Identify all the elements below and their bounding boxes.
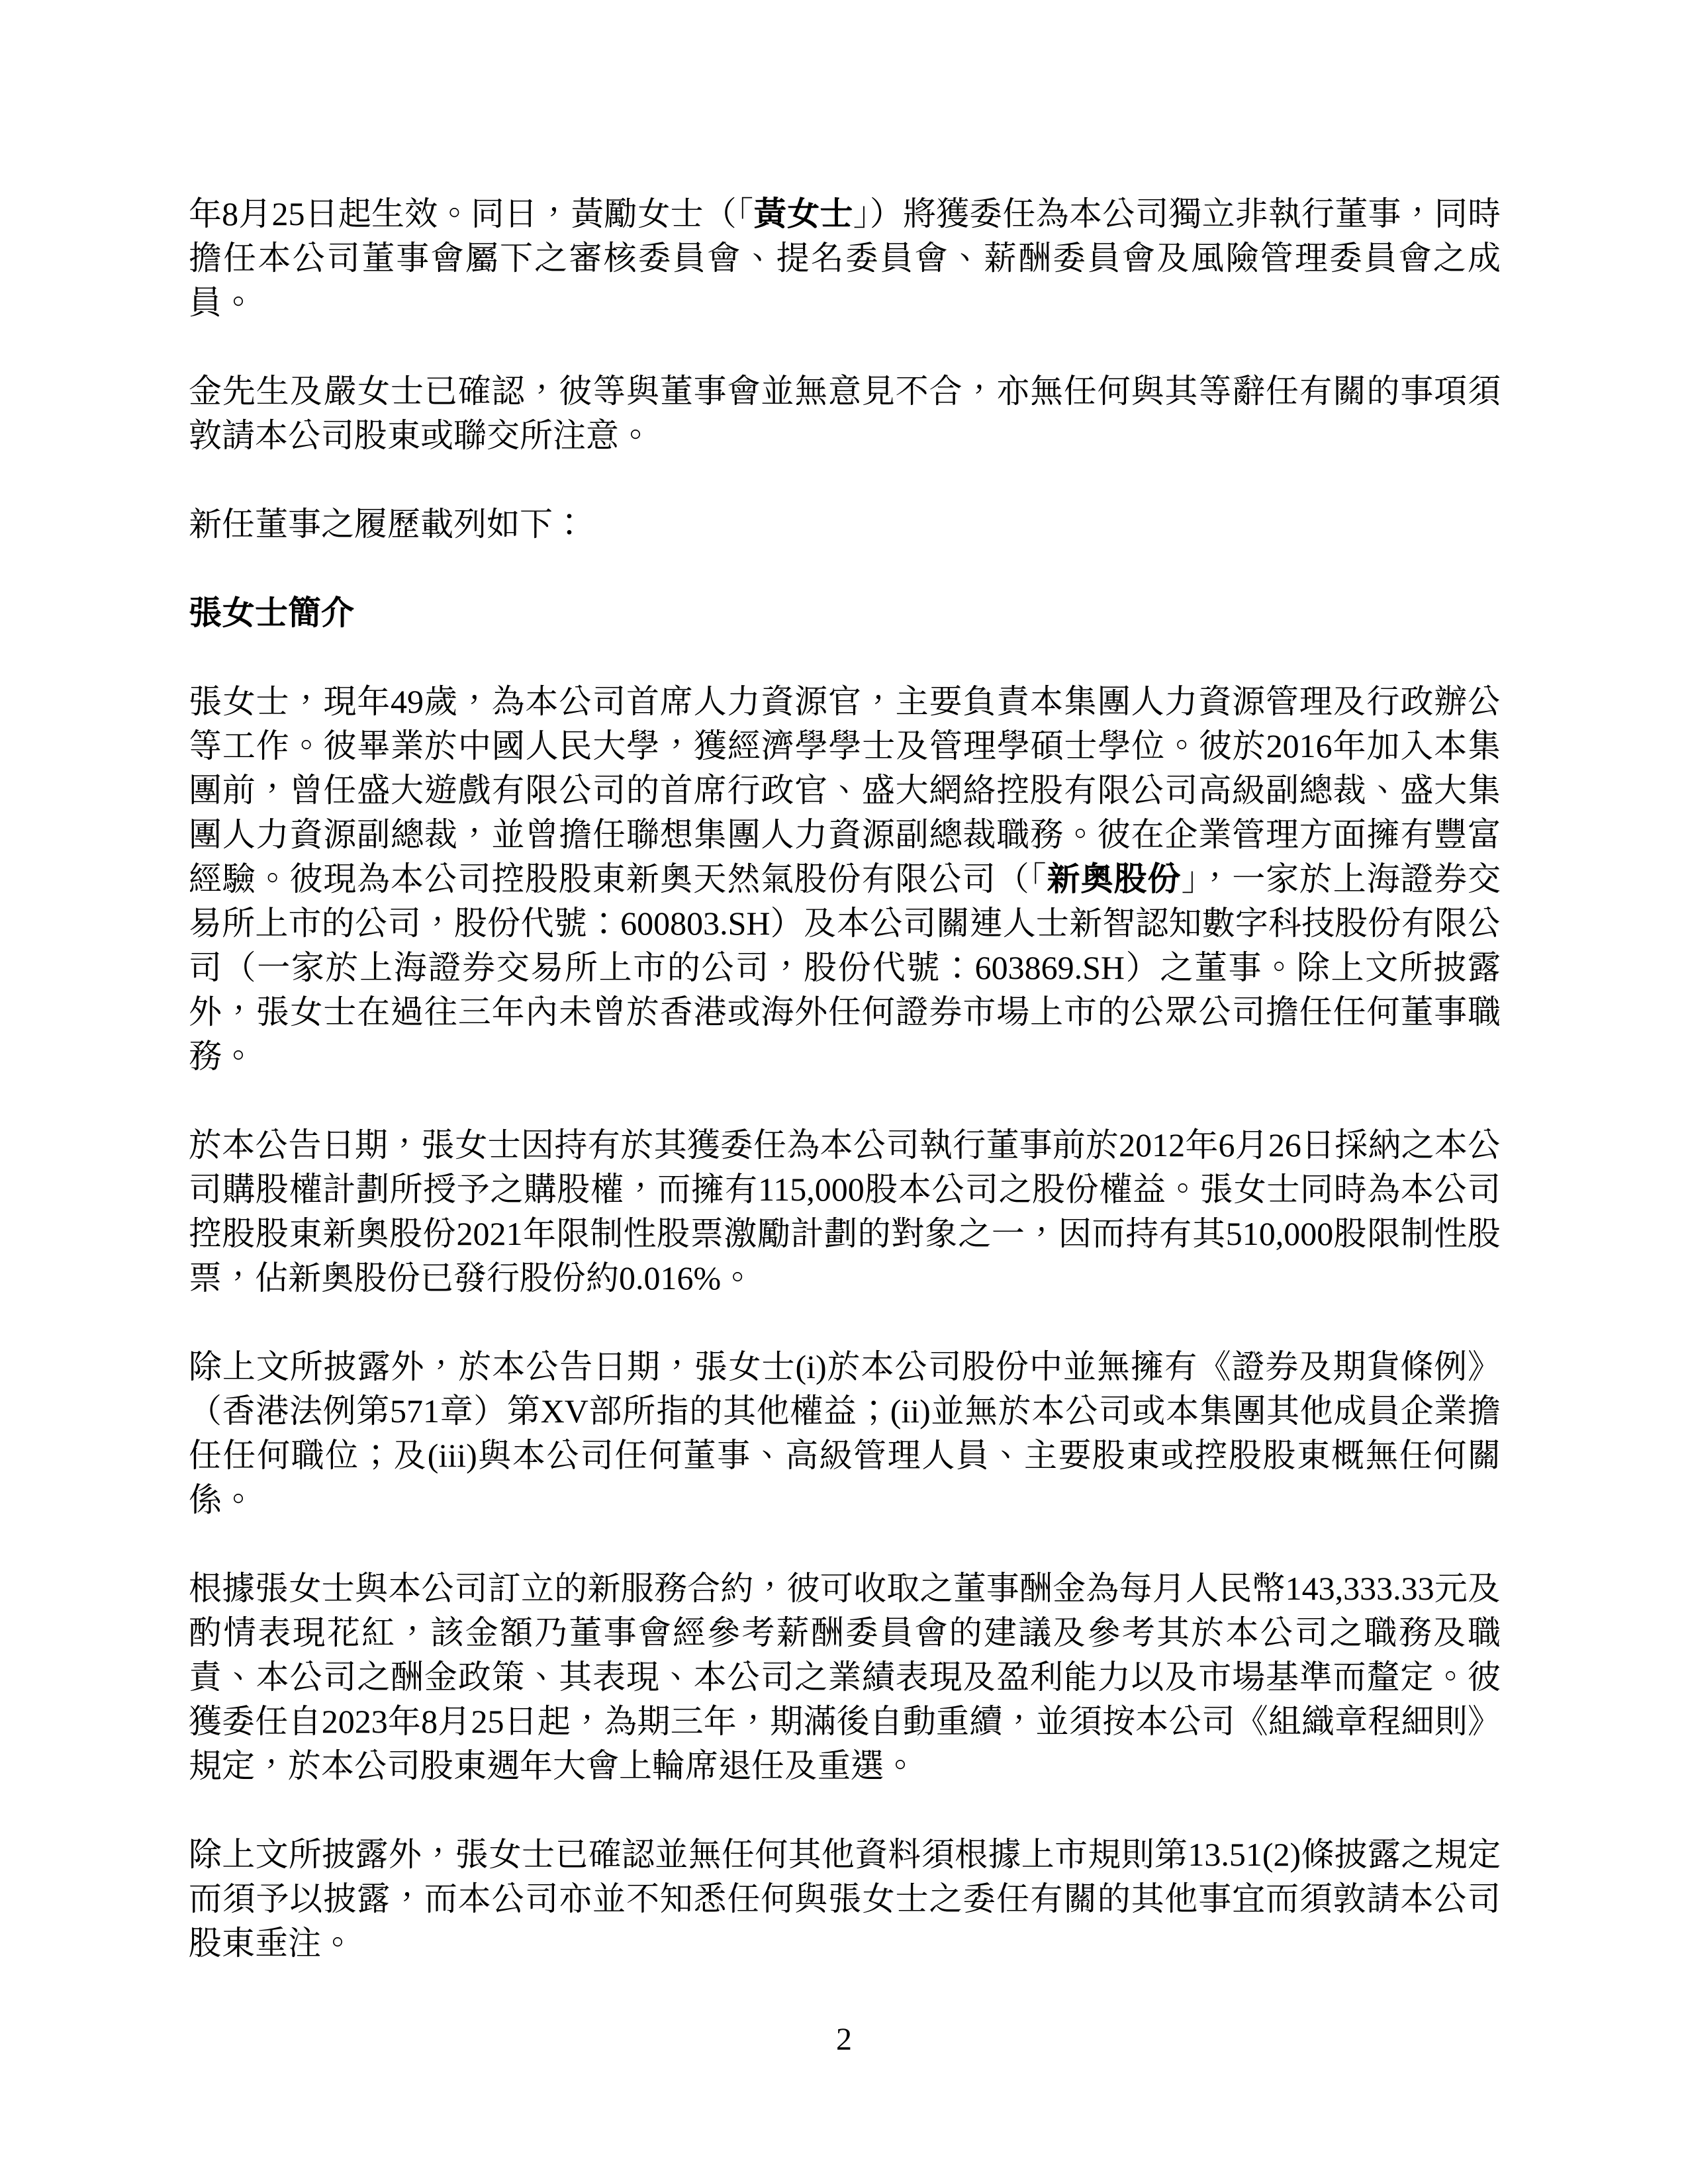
paragraph bbox=[189, 1567, 1501, 1788]
text-run: 金先生及嚴女士已確認，彼等與董事會並無意見不合，亦無任何與其等辭任有關的事項須敦請本公司股東或聯交所注意。 bbox=[189, 373, 1501, 454]
paragraph bbox=[189, 1123, 1501, 1300]
text-run: 年8月25日起生效。同日，黃勵女士（「 bbox=[189, 195, 754, 232]
text-run: 除上文所披露外，於本公告日期，張女士(i)於本公司股份中並無擁有《證券及期貨條例》（香港法例第571章）第XV部所指的其他權益；(ii)並無於本公司或本集團其他成員企業擔任任何職位；及(iii)與本公司任何董事、高級管理人員、主要股東或控股股東概無任何關係。 bbox=[189, 1348, 1501, 1518]
paragraph bbox=[189, 1345, 1501, 1522]
paragraph bbox=[189, 1833, 1501, 1966]
text-run: 」，一家於上海證券交易所上市的公司，股份代號：600803.SH）及本公司關連人士新智認知數字科技股份有限公司（一家於上海證券交易所上市的公司，股份代號：603869.SH）之董事。除上文所披露外，張女士在過往三年內未曾於香港或海外任何證券市場上市的公眾公司擔任任何董事職務。 bbox=[189, 860, 1501, 1075]
document-content bbox=[189, 192, 1501, 2010]
text-run: 除上文所披露外，張女士已確認並無任何其他資料須根據上市規則第13.51(2)條披露之規定而須予以披露，而本公司亦並不知悉任何與張女士之委任有關的其他事宜而須敦請本公司股東垂注。 bbox=[189, 1836, 1501, 1962]
bold-text-run: 黃女士 bbox=[753, 195, 853, 232]
bold-text-run: 張女士簡介 bbox=[189, 594, 354, 631]
section-heading bbox=[189, 591, 1501, 635]
paragraph bbox=[189, 192, 1501, 325]
paragraph bbox=[189, 502, 1501, 547]
text-run: 張女士，現年49歲，為本公司首席人力資源官，主要負責本集團人力資源管理及行政辦公等工作。彼畢業於中國人民大學，獲經濟學學士及管理學碩士學位。彼於2016年加入本集團前，曾任盛大遊戲有限公司的首席行政官、盛大網絡控股有限公司高級副總裁、盛大集團人力資源副總裁，並曾擔任聯想集團人力資源副總裁職務。彼在企業管理方面擁有豐富經驗。彼現為本公司控股股東新奧天然氣股份有限公司（「 bbox=[189, 683, 1501, 897]
page-footer bbox=[0, 2017, 1688, 2062]
paragraph bbox=[189, 369, 1501, 458]
text-run: 根據張女士與本公司訂立的新服務合約，彼可收取之董事酬金為每月人民幣143,333.33元及酌情表現花紅，該金額乃董事會經參考薪酬委員會的建議及參考其於本公司之職務及職責、本公司之酬金政策、其表現、本公司之業績表現及盈利能力以及市場基準而釐定。彼獲委任自2023年8月25日起，為期三年，期滿後自動重續，並須按本公司《組織章程細則》規定，於本公司股東週年大會上輪席退任及重選。 bbox=[189, 1570, 1501, 1784]
page-number: 2 bbox=[836, 2022, 852, 2057]
text-run: 」）將獲委任為本公司獨立非執行董事，同時擔任本公司董事會屬下之審核委員會、提名委員會、薪酬委員會及風險管理委員會之成員。 bbox=[189, 195, 1501, 321]
bold-text-run: 新奧股份 bbox=[1047, 860, 1182, 897]
paragraph bbox=[189, 680, 1501, 1079]
text-run: 新任董事之履歷載列如下： bbox=[189, 506, 586, 543]
text-run: 於本公告日期，張女士因持有於其獲委任為本公司執行董事前於2012年6月26日採納之本公司購股權計劃所授予之購股權，而擁有115,000股本公司之股份權益。張女士同時為本公司控股股東新奧股份2021年限制性股票激勵計劃的對象之一，因而持有其510,000股限制性股票，佔新奧股份已發行股份約0.016%。 bbox=[189, 1126, 1501, 1297]
